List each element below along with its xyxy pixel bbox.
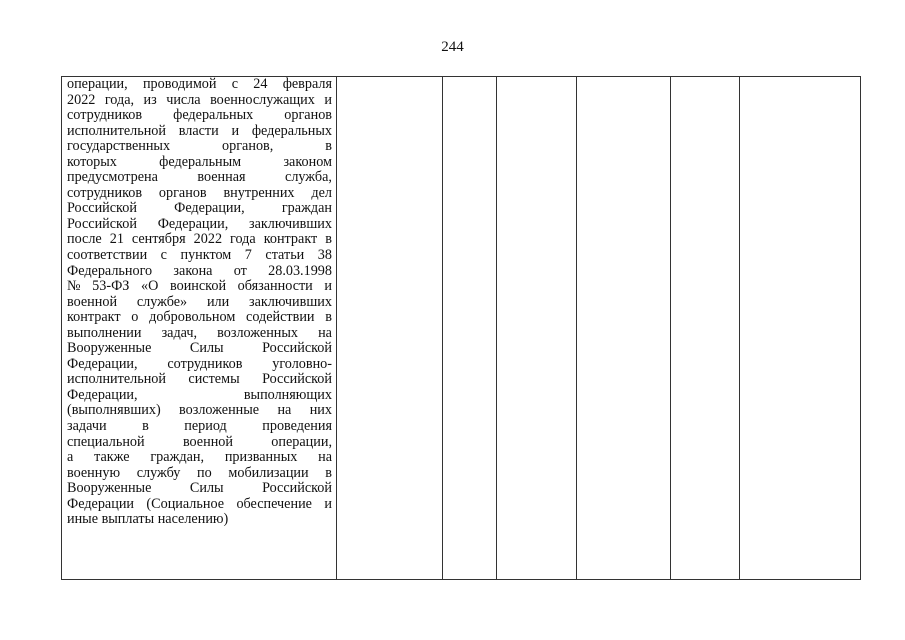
description-word: в	[325, 232, 332, 248]
description-line	[67, 435, 332, 451]
description-line	[67, 155, 332, 171]
description-line	[67, 93, 332, 109]
description-word: возложенных	[217, 325, 299, 341]
description-word: и	[231, 123, 240, 139]
description-word: Российской	[262, 341, 332, 357]
table-cell-col-5	[577, 77, 671, 580]
description-word: а	[67, 450, 74, 466]
description-word: соответствии	[67, 248, 148, 264]
description-word: уголовно-	[272, 356, 332, 372]
description-line	[67, 403, 332, 419]
description-word: 53-ФЗ	[92, 279, 130, 295]
table-cell-col-3	[443, 77, 497, 580]
description-word: в	[142, 419, 149, 435]
description-line	[67, 232, 332, 248]
description-word: 2022	[193, 232, 223, 248]
description-word: «О	[141, 279, 159, 295]
description-line	[67, 295, 332, 311]
table-cell-col-7	[740, 77, 861, 580]
description-word: 7	[244, 248, 252, 264]
description-word: от	[233, 263, 247, 279]
description-word: на	[318, 325, 332, 341]
description-word: 21	[109, 232, 124, 248]
description-word: №	[67, 279, 81, 295]
description-line	[67, 170, 332, 186]
description-word: (Социальное	[146, 496, 225, 512]
description-word: законом	[283, 154, 332, 170]
description-word: Федерации,	[157, 216, 229, 232]
budget-table	[61, 76, 861, 580]
description-word: сотрудников	[67, 185, 143, 201]
description-word: и	[324, 279, 332, 295]
description-word: в	[325, 139, 332, 155]
description-word: граждан,	[150, 450, 205, 466]
description-line	[67, 388, 332, 404]
description-word: содействии	[246, 310, 315, 326]
description-line	[67, 357, 332, 373]
description-word: сентября	[131, 232, 186, 248]
description-word: Российской	[262, 372, 332, 388]
description-word: выполняющих	[243, 387, 332, 403]
description-word: контракт	[263, 232, 318, 248]
description-line	[67, 279, 332, 295]
description-line	[67, 341, 332, 357]
description-word: заключивших	[248, 294, 332, 310]
description-word: Силы	[189, 341, 224, 357]
description-word: Российской	[67, 201, 137, 217]
description-word: февраля	[282, 77, 332, 92]
description-word: Российской	[67, 216, 137, 232]
description-word: федеральных	[251, 123, 332, 139]
description-word: операции,	[271, 434, 332, 450]
description-word: иные	[67, 512, 99, 528]
description-word: службе»	[136, 294, 188, 310]
description-line	[67, 481, 332, 497]
description-word: обеспечение	[236, 496, 312, 512]
description-word: органов	[158, 185, 207, 201]
table-cell-col-6	[671, 77, 740, 580]
description-word: Федерации,	[67, 387, 138, 403]
description-line	[67, 512, 332, 528]
description-word: статьи	[265, 248, 305, 264]
table-cell-col-4	[497, 77, 577, 580]
description-word: военной	[182, 434, 233, 450]
description-line	[67, 326, 332, 342]
description-word: органов,	[222, 139, 274, 155]
description-word: службу	[136, 465, 181, 481]
description-word: проводимой	[142, 77, 217, 92]
description-line	[67, 108, 332, 124]
description-word: 38	[317, 248, 332, 264]
description-word: Федерации,	[174, 201, 245, 217]
description-word: проведения	[262, 419, 332, 435]
description-line	[67, 77, 332, 93]
description-word: населению)	[157, 512, 229, 528]
description-word: числа	[166, 92, 201, 108]
description-word: которых	[67, 154, 117, 170]
description-line	[67, 186, 332, 202]
description-word: в	[325, 310, 332, 326]
description-word: (выполнявших)	[67, 403, 161, 419]
description-word: или	[206, 294, 230, 310]
description-word: задач,	[161, 325, 198, 341]
description-word: закона	[173, 263, 213, 279]
description-word: военную	[67, 465, 121, 481]
description-word: Российской	[262, 481, 332, 497]
description-word: органов	[284, 108, 332, 124]
description-word: добровольном	[149, 310, 236, 326]
description-word: по	[197, 465, 212, 481]
description-word: 28.03.1998	[268, 263, 332, 279]
description-word: с	[231, 77, 239, 92]
description-word: воинской	[170, 279, 227, 295]
description-line	[67, 139, 332, 155]
table-cell-col-2	[337, 77, 443, 580]
description-word: обязанности	[237, 279, 313, 295]
description-word: период	[184, 419, 227, 435]
description-word: военной	[67, 294, 118, 310]
description-word: также	[94, 450, 130, 466]
description-word: задачи	[67, 419, 107, 435]
description-word: Силы	[189, 481, 224, 497]
description-word: на	[277, 403, 292, 419]
description-word: федеральным	[159, 154, 242, 170]
description-word: внутренних	[223, 185, 295, 201]
description-line	[67, 497, 332, 513]
description-word: о	[131, 310, 139, 326]
description-word: Вооруженные	[67, 341, 152, 357]
description-word: на	[318, 450, 332, 466]
description-word: после	[67, 232, 102, 248]
description-word: граждан	[281, 201, 332, 217]
description-word: с	[160, 248, 167, 264]
description-line	[67, 419, 332, 435]
description-word: военная	[197, 170, 246, 186]
description-line	[67, 310, 332, 326]
description-word: системы	[188, 372, 240, 388]
description-word: сотрудников	[167, 356, 243, 372]
description-word: операции,	[67, 77, 128, 92]
description-word: сотрудников	[67, 108, 143, 124]
description-word: специальной	[67, 434, 145, 450]
description-text	[67, 77, 332, 528]
description-line	[67, 372, 332, 388]
description-line	[67, 201, 332, 217]
description-line	[67, 217, 332, 233]
description-word: Вооруженные	[67, 481, 152, 497]
description-word: заключивших	[249, 216, 332, 232]
description-word: и	[324, 496, 332, 512]
description-word: призванных	[224, 450, 298, 466]
description-word: федеральных	[173, 108, 254, 124]
description-word: исполнительной	[67, 372, 166, 388]
description-word: контракт	[67, 310, 121, 326]
description-word: Федерального	[67, 263, 153, 279]
description-word: пунктом	[180, 248, 232, 264]
description-word: них	[309, 403, 332, 419]
description-line	[67, 466, 332, 482]
page-number: 244	[441, 39, 464, 55]
description-word: из	[143, 92, 157, 108]
description-line	[67, 248, 332, 264]
description-word: года	[230, 232, 256, 248]
table-row	[62, 77, 861, 580]
description-word: служба,	[285, 170, 332, 186]
description-word: Федерации	[67, 496, 135, 512]
description-word: государственных	[67, 139, 171, 155]
description-line	[67, 124, 332, 140]
description-word: военнослужащих	[210, 92, 315, 108]
description-word: выплаты	[101, 512, 155, 528]
description-cell	[62, 77, 337, 580]
description-word: Федерации,	[67, 356, 138, 372]
description-line	[67, 264, 332, 280]
description-word: власти	[178, 123, 219, 139]
description-word: исполнительной	[67, 123, 166, 139]
description-word: года,	[104, 92, 135, 108]
description-word: 2022	[67, 92, 96, 108]
description-word: и	[324, 92, 332, 108]
description-word: предусмотрена	[67, 170, 158, 186]
description-word: выполнении	[67, 325, 142, 341]
description-word: в	[325, 465, 332, 481]
description-word: 24	[253, 77, 268, 92]
description-word: мобилизации	[228, 465, 309, 481]
description-line	[67, 450, 332, 466]
description-word: возложенные	[179, 403, 260, 419]
description-word: дел	[311, 185, 332, 201]
